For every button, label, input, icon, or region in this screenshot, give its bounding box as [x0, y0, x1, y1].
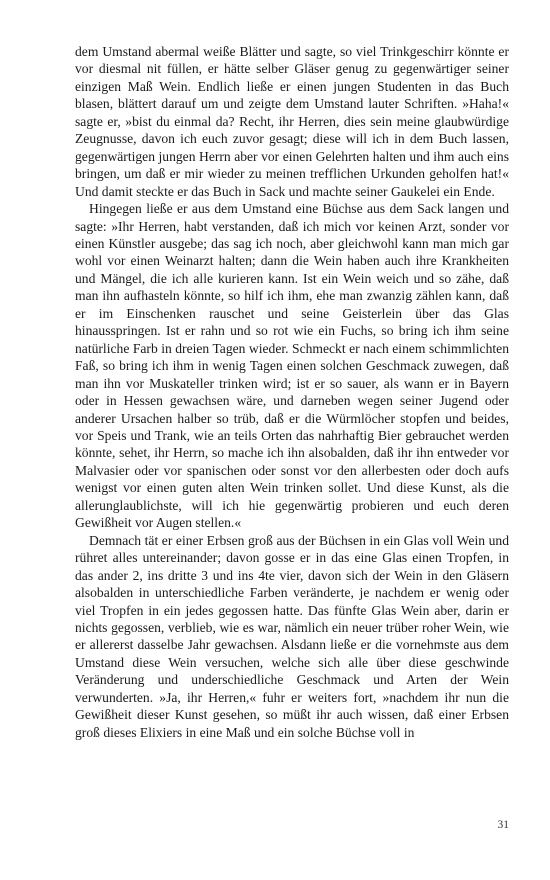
paragraph-3: Demnach tät er einer Erbsen groß aus der Büchsen in ein Glas voll Wein und rühret alles untereinander; davon gosse er in das eine Glas einen Tropfen, in das ander 2, ins dritte 3 und ins 4te vier, davon sich der Wein in den Gläsern alsobalden in unterschiedliche Farben veränderte, je nachdem er wenig oder viel Tropfen in ein jedes gegossen hatte. Das fünfte Glas Wein aber, darin er nichts gegossen, verblieb, wie es war, nämlich ein neuer trüber roher Wein, wie er allererst dasselbe Jahr gewachsen. Alsdann ließe er die vornehmste aus dem Umstand diese Wein versuchen, welche sich alle über diese geschwinde Veränderung und underschiedliche Geschmack und Arten der Wein verwunderten. »Ja, ihr Herren,« fuhr er weiters fort, »nachdem ihr nun die Gewißheit dieser Kunst gesehen, so müßt ihr auch wissen, daß einer Erbsen groß dieses Elixiers in eine Maß und ein solche Büchse voll in — [75, 532, 509, 740]
paragraph-1: dem Umstand abermal weiße Blätter und sagte, so viel Trinkgeschirr könnte er vor diesmal nit füllen, er hätte selber Gläser genug zu gegenwärtiger seiner einzigen Maß Wein. Endlich ließe er einen jungen Studenten in das Buch blasen, blättert darauf um und zeigte dem Umstand lauter Schriften. »Haha!« sagte er, »bist du einmal da? Recht, ihr Herren, dies sein meine glaubwürdige Zeugnusse, davon ich euch zuvor gesagt; diese will ich in dem Buch lassen, gegenwärtigen jungen Herrn aber vor einen Gelehrten halten und ihm auch eins bringen, um daß er mir wieder zu meinen trefflichen Urkunden geholfen hat!« Und damit steckte er das Buch in Sack und machte seiner Gaukelei ein Ende. — [75, 44, 509, 199]
paragraph-2: Hingegen ließe er aus dem Umstand eine Büchse aus dem Sack langen und sagte: »Ihr Herren, habt verstanden, daß ich mich vor keinen Arzt, sonder vor einen Künstler ausgebe; das sag ich noch, aber gleichwohl kann man mich gar wohl vor einen Weinarzt halten; dann die Wein haben auch ihre Krankheiten und Mängel, die ich alle kurieren kann. Ist ein Wein weich und so zähe, daß man ihn aufhasteln könnte, so hilf ich ihm, ehe man zwanzig zählen kann, daß er im Einschenken rauschet und seine Geisterlein über das Glas hinausspringen. Ist er rahn und so rot wie ein Fuchs, so bring ich ihm seine natürliche Farb in dreien Tagen wieder. Schmeckt er nach einem schimmlichten Faß, so bring ich ihm in wenig Tagen einen solchen Geschmack zuwegen, daß man ihn vor Muskateller trinken wird; ist er so sauer, als wann er in Bayern oder in Hessen gewachsen wäre, und darneben wegen seiner Jugend oder anderer Ursachen halber so trüb, daß er die Würmlöcher stopfen und beides, vor Speis und Trank, wie an teils Orten das nahrhaftig Bier gebrauchet werden könnte, sehet, ihr Herrn, so mache ich ihn alsobalden, daß ihr ihn entweder vor Malvasier oder vor spanischen oder sonst vor den allerbesten oder doch aufs wenigst vor einen guten alten Wein trinken sollet. Und diese Kunst, als die allerunglaublichste, will ich hie gegenwärtig probieren und euch deren Gewißheit vor Augen stellen.« — [75, 201, 509, 531]
book-page-text — [75, 43, 509, 741]
page-number: 31 — [497, 819, 509, 831]
